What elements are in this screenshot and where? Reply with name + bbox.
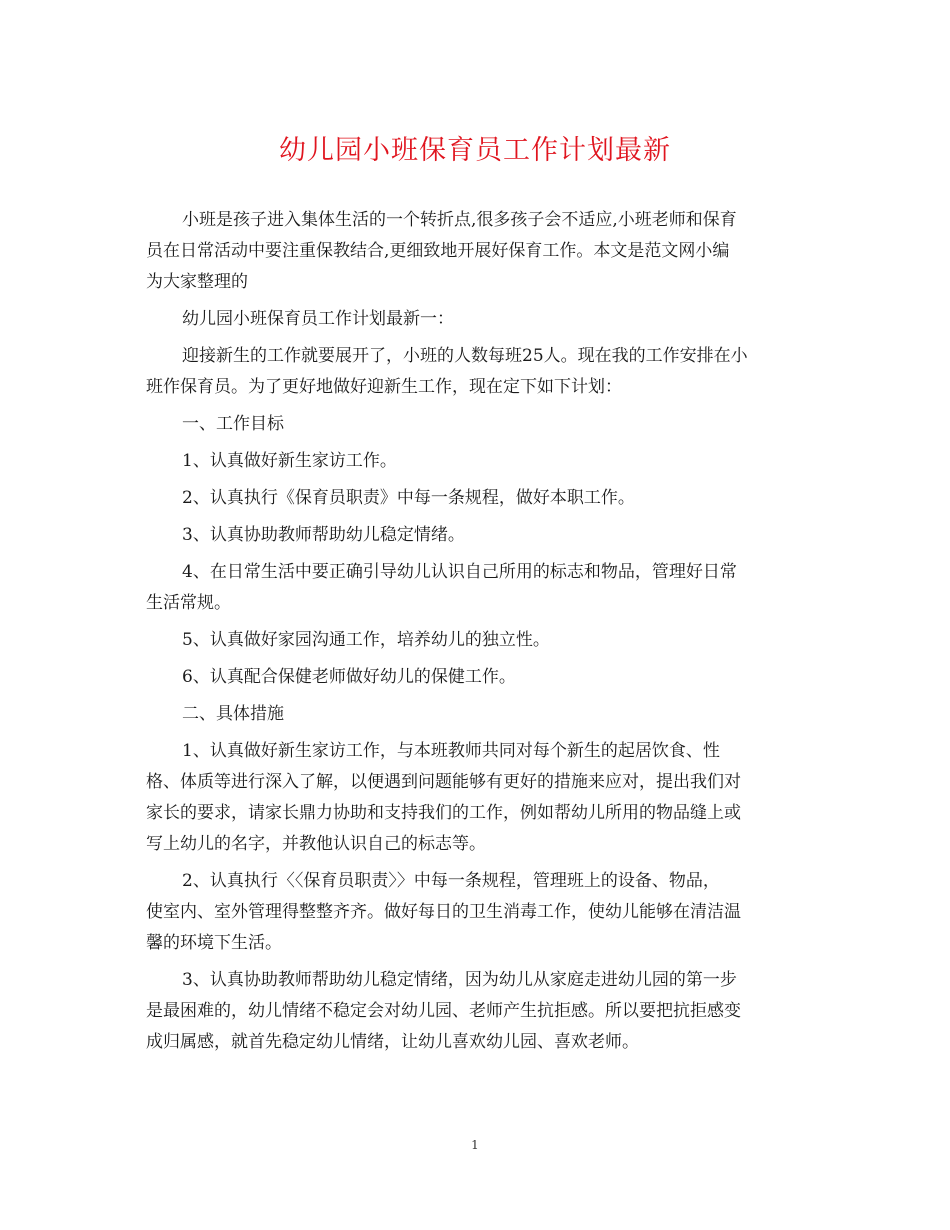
paragraph: [146, 557, 812, 619]
paragraph: [146, 625, 812, 656]
paragraph: [146, 699, 812, 730]
paragraph: [146, 866, 812, 959]
paragraph-line: 成归属感，就首先稳定幼儿情绪，让幼儿喜欢幼儿园、喜欢老师。: [146, 1032, 639, 1052]
paragraph-line: 馨的环境下生活。: [146, 933, 282, 953]
paragraph: [146, 483, 812, 514]
paragraph-line: 5、认真做好家园沟通工作，培养幼儿的独立性。: [182, 630, 550, 650]
paragraph-line: 为大家整理的: [146, 272, 248, 292]
paragraph: [146, 965, 812, 1058]
paragraph-line: 一、工作目标: [182, 414, 284, 434]
paragraph: [146, 736, 812, 860]
paragraph-line: 3、认真协助教师帮助幼儿稳定情绪，因为幼儿从家庭走进幼儿园的第一步: [182, 970, 737, 990]
paragraph: [146, 205, 812, 298]
paragraph-line: 2、认真执行《保育员职责》中每一条规程，做好本职工作。: [182, 488, 635, 508]
paragraph: [146, 341, 812, 403]
paragraph-line: 1、认真做好新生家访工作，与本班教师共同对每个新生的起居饮食、性: [182, 741, 720, 761]
paragraph-line: 生活常规。: [146, 593, 231, 613]
document-title: 幼儿园小班保育员工作计划最新: [279, 135, 671, 166]
paragraph-line: 6、认真配合保健老师做好幼儿的保健工作。: [182, 667, 516, 687]
paragraph-line: 使室内、室外管理得整整齐齐。做好每日的卫生消毒工作，使幼儿能够在清洁温: [146, 902, 741, 922]
paragraph-line: 1、认真做好新生家访工作。: [182, 451, 397, 471]
paragraph: [146, 409, 812, 440]
paragraph-line: 4、在日常生活中要正确引导幼儿认识自己所用的标志和物品，管理好日常: [182, 562, 737, 582]
paragraph: [146, 304, 812, 335]
paragraph-line: 写上幼儿的名字，并教他认识自己的标志等。: [146, 834, 486, 854]
paragraph-line: 格、体质等进行深入了解，以便遇到问题能够有更好的措施来应对，提出我们对: [146, 772, 741, 792]
paragraph-line: 小班是孩子进入集体生活的一个转折点,很多孩子会不适应,小班老师和保育: [182, 210, 737, 230]
page-number: 1: [471, 1138, 479, 1152]
paragraph-line: 幼儿园小班保育员工作计划最新一：: [182, 309, 454, 329]
paragraph: [146, 520, 812, 551]
paragraph-line: 是最困难的，幼儿情绪不稳定会对幼儿园、老师产生抗拒感。所以要把抗拒感变: [146, 1001, 741, 1021]
paragraph-line: 3、认真协助教师帮助幼儿稳定情绪。: [182, 525, 465, 545]
paragraph-line: 二、具体措施: [182, 704, 284, 724]
paragraph-line: 家长的要求，请家长鼎力协助和支持我们的工作，例如帮幼儿所用的物品缝上或: [146, 803, 741, 823]
document-body: [146, 205, 812, 1058]
paragraph-line: 2、认真执行〈〈保育员职责〉〉中每一条规程，管理班上的设备、物品，: [182, 871, 720, 891]
paragraph: [146, 446, 812, 477]
paragraph-line: 迎接新生的工作就要展开了，小班的人数每班25人。现在我的工作安排在小: [182, 346, 748, 366]
paragraph-line: 班作保育员。为了更好地做好迎新生工作，现在定下如下计划：: [146, 377, 622, 397]
paragraph-line: 员在日常活动中要注重保教结合,更细致地开展好保育工作。本文是范文网小编: [146, 241, 730, 261]
paragraph: [146, 662, 812, 693]
